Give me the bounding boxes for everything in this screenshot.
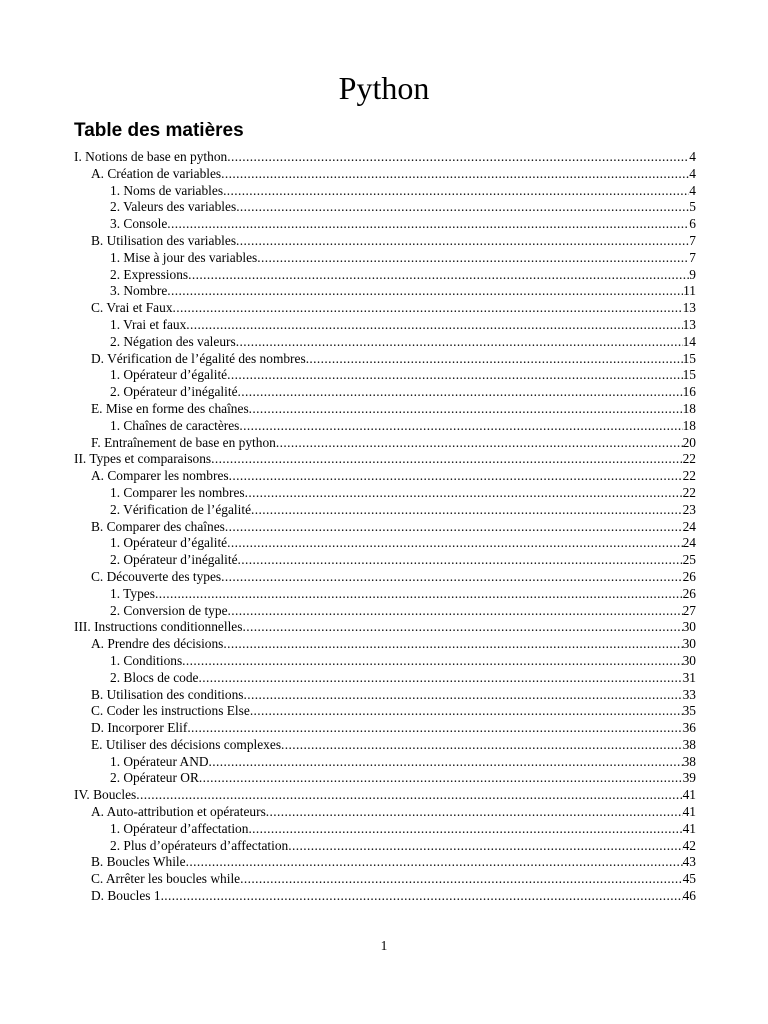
toc-entry-label: 1. Types: [110, 585, 155, 601]
toc-entry-label: D. Vérification de l’égalité des nombres: [91, 350, 306, 366]
toc-entry[interactable]: [74, 199, 696, 216]
toc-entry-page: 22: [682, 484, 696, 500]
toc-entry-page: 38: [682, 736, 696, 752]
toc-entry-page: 4: [689, 165, 696, 181]
toc-entry[interactable]: [74, 166, 696, 183]
toc-entry-label: 1. Opérateur d’égalité: [110, 535, 228, 551]
toc-entry[interactable]: [74, 552, 696, 569]
toc-entry-label: B. Utilisation des variables: [91, 232, 237, 248]
toc-entry-label: E. Utiliser des décisions complexes: [91, 736, 282, 752]
toc-entry-label: F. Entraînement de base en python: [91, 434, 276, 450]
toc-entry[interactable]: [74, 250, 696, 267]
page-number: 1: [380, 938, 388, 953]
toc-entry-page: 38: [682, 753, 696, 769]
toc-entry-label: B. Boucles While: [91, 854, 186, 870]
toc-entry-label: E. Mise en forme des chaînes: [91, 400, 249, 416]
toc-entry[interactable]: [74, 603, 696, 620]
toc-dot-leader: [306, 351, 683, 368]
toc-entry-label: 2. Négation des valeurs: [110, 333, 236, 349]
toc-entry[interactable]: [74, 770, 696, 787]
toc-dot-leader: [136, 787, 682, 804]
toc-entry-label: D. Incorporer Elif: [91, 720, 188, 736]
toc-entry-page: 25: [682, 552, 696, 568]
toc-entry[interactable]: [74, 804, 696, 821]
toc-entry[interactable]: [74, 619, 696, 636]
toc-entry-label: A. Création de variables: [91, 165, 222, 181]
toc-entry[interactable]: [74, 233, 696, 250]
toc-entry[interactable]: [74, 519, 696, 536]
toc-entry[interactable]: [74, 586, 696, 603]
toc-entry[interactable]: [74, 283, 696, 300]
toc-entry-label: B. Utilisation des conditions: [91, 686, 244, 702]
toc-entry-label: 2. Conversion de type: [110, 602, 228, 618]
toc-dot-leader: [238, 384, 683, 401]
toc-dot-leader: [248, 821, 682, 838]
toc-dot-leader: [187, 720, 682, 737]
toc-dot-leader: [250, 703, 683, 720]
toc-entry-page: 42: [682, 837, 696, 853]
toc-entry-page: 23: [682, 501, 696, 517]
toc-entry[interactable]: [74, 351, 696, 368]
toc-entry[interactable]: [74, 569, 696, 586]
toc-dot-leader: [240, 871, 682, 888]
toc-dot-leader: [225, 519, 683, 536]
toc-entry-label: 1. Vrai et faux: [110, 316, 187, 332]
toc-dot-leader: [199, 770, 683, 787]
toc-dot-leader: [209, 754, 683, 771]
toc-entry-page: 30: [682, 636, 696, 652]
document-title: Python: [338, 70, 430, 106]
toc-entry-page: 45: [682, 871, 696, 887]
toc-entry[interactable]: [74, 703, 696, 720]
toc-entry-label: 1. Opérateur d’affectation: [110, 820, 249, 836]
toc-entry[interactable]: [74, 435, 696, 452]
toc-entry-label: 2. Expressions: [110, 266, 189, 282]
toc-entry-page: 43: [682, 854, 696, 870]
toc-entry-page: 13: [682, 300, 696, 316]
toc-entry-page: 18: [682, 400, 696, 416]
toc-entry[interactable]: [74, 787, 696, 804]
toc-entry[interactable]: [74, 854, 696, 871]
toc-entry[interactable]: [74, 451, 696, 468]
toc-entry-page: 13: [682, 316, 696, 332]
toc-entry-label: I. Notions de base en python: [74, 149, 228, 164]
toc-entry-page: 22: [682, 451, 696, 467]
toc-entry-label: 1. Mise à jour des variables: [110, 249, 258, 265]
toc-entry-label: A. Auto-attribution et opérateurs: [91, 804, 266, 820]
toc-entry-label: 3. Nombre: [110, 283, 168, 299]
toc-dot-leader: [245, 485, 683, 502]
toc-dot-leader: [238, 552, 683, 569]
toc-entry-label: 1. Comparer les nombres: [110, 484, 245, 500]
toc-dot-leader: [167, 283, 683, 300]
toc-dot-leader: [199, 670, 683, 687]
toc-entry-label: 2. Opérateur d’inégalité: [110, 552, 238, 568]
toc-entry[interactable]: [74, 535, 696, 552]
toc-entry-page: 4: [689, 182, 696, 198]
toc-dot-leader: [242, 619, 682, 636]
toc-entry-label: C. Vrai et Faux: [91, 300, 173, 316]
toc-entry[interactable]: [74, 687, 696, 704]
toc-dot-leader: [182, 653, 682, 670]
toc-entry-page: 27: [682, 602, 696, 618]
toc-entry-page: 30: [682, 619, 696, 635]
toc-dot-leader: [221, 569, 682, 586]
toc-entry-page: 30: [682, 652, 696, 668]
toc-entry-label: 1. Conditions: [110, 652, 183, 668]
toc-dot-leader: [239, 418, 682, 435]
toc-entry-page: 9: [689, 266, 696, 282]
toc-dot-leader: [236, 199, 689, 216]
toc-dot-leader: [266, 804, 683, 821]
toc-entry[interactable]: [74, 401, 696, 418]
toc-entry-page: 24: [682, 518, 696, 534]
toc-entry-page: 11: [683, 283, 696, 299]
toc-entry[interactable]: [74, 871, 696, 888]
toc-dot-leader: [186, 854, 683, 871]
toc-dot-leader: [186, 317, 682, 334]
toc-entry-page: 4: [689, 149, 696, 164]
toc-entry-page: 46: [682, 888, 696, 904]
toc-entry-page: 16: [682, 384, 696, 400]
toc-entry-page: 6: [689, 216, 696, 232]
toc-dot-leader: [155, 586, 683, 603]
toc-dot-leader: [167, 216, 689, 233]
toc-entry-label: A. Prendre des décisions: [91, 636, 224, 652]
toc-dot-leader: [236, 233, 689, 250]
toc-entry-label: 1. Opérateur AND: [110, 753, 209, 769]
toc-entry-label: C. Découverte des types: [91, 568, 222, 584]
table-of-contents: [74, 149, 696, 905]
toc-dot-leader: [228, 603, 683, 620]
toc-entry[interactable]: [74, 720, 696, 737]
toc-entry-page: 36: [682, 720, 696, 736]
toc-dot-leader: [223, 636, 682, 653]
toc-entry[interactable]: [74, 670, 696, 687]
toc-entry[interactable]: [74, 183, 696, 200]
toc-entry-label: B. Comparer des chaînes: [91, 518, 225, 534]
toc-dot-leader: [211, 451, 682, 468]
toc-dot-leader: [188, 267, 689, 284]
toc-entry[interactable]: [74, 418, 696, 435]
toc-entry-page: 26: [682, 568, 696, 584]
toc-entry-label: D. Boucles 1: [91, 888, 161, 904]
toc-dot-leader: [173, 300, 683, 317]
toc-entry-page: 20: [682, 434, 696, 450]
toc-dot-leader: [257, 250, 689, 267]
toc-entry-page: 33: [682, 686, 696, 702]
toc-entry-page: 18: [682, 417, 696, 433]
toc-entry-page: 39: [682, 770, 696, 786]
toc-entry-page: 5: [689, 199, 696, 215]
toc-entry[interactable]: [74, 502, 696, 519]
toc-entry-page: 41: [682, 820, 696, 836]
toc-entry-label: 1. Chaînes de caractères: [110, 417, 240, 433]
toc-entry-page: 41: [682, 804, 696, 820]
toc-entry[interactable]: [74, 653, 696, 670]
toc-entry[interactable]: [74, 367, 696, 384]
toc-entry-label: 2. Vérification de l’égalité: [110, 501, 252, 517]
toc-dot-leader: [276, 435, 683, 452]
toc-entry-page: 31: [682, 669, 696, 685]
toc-entry-label: 2. Plus d’opérateurs d’affectation: [110, 837, 289, 853]
toc-entry[interactable]: [74, 334, 696, 351]
toc-dot-leader: [227, 535, 683, 552]
toc-entry[interactable]: [74, 384, 696, 401]
toc-entry-page: 15: [682, 350, 696, 366]
toc-entry-page: 14: [682, 333, 696, 349]
toc-dot-leader: [229, 468, 683, 485]
toc-dot-leader: [249, 401, 683, 418]
toc-dot-leader: [227, 367, 683, 384]
toc-entry-page: 22: [682, 468, 696, 484]
toc-entry-label: 2. Opérateur OR: [110, 770, 199, 786]
toc-entry-label: 2. Opérateur d’inégalité: [110, 384, 238, 400]
toc-dot-leader: [251, 502, 683, 519]
toc-entry-page: 15: [682, 367, 696, 383]
toc-entry[interactable]: [74, 888, 696, 905]
toc-entry-label: C. Arrêter les boucles while: [91, 871, 241, 887]
toc-entry-label: 3. Console: [110, 216, 168, 232]
toc-entry[interactable]: [74, 821, 696, 838]
toc-dot-leader: [223, 183, 689, 200]
toc-entry[interactable]: [74, 838, 696, 855]
toc-entry[interactable]: [74, 317, 696, 334]
toc-entry[interactable]: [74, 636, 696, 653]
toc-entry[interactable]: [74, 737, 696, 754]
toc-entry-page: 24: [682, 535, 696, 551]
toc-entry-label: A. Comparer les nombres: [91, 468, 229, 484]
toc-entry-page: 7: [689, 232, 696, 248]
toc-dot-leader: [244, 687, 683, 704]
toc-entry[interactable]: [74, 267, 696, 284]
toc-entry[interactable]: [74, 216, 696, 233]
toc-dot-leader: [288, 838, 682, 855]
toc-entry-page: 41: [682, 787, 696, 803]
toc-entry-page: 26: [682, 585, 696, 601]
toc-dot-leader: [281, 737, 683, 754]
toc-entry-label: 1. Opérateur d’égalité: [110, 367, 228, 383]
toc-entry-label: 2. Valeurs des variables: [110, 199, 237, 215]
toc-entry-page: 35: [682, 703, 696, 719]
toc-entry-label: 1. Noms de variables: [110, 182, 224, 198]
toc-entry-label: C. Coder les instructions Else: [91, 703, 250, 719]
toc-entry-label: II. Types et comparaisons: [74, 451, 212, 467]
toc-entry[interactable]: [74, 149, 696, 166]
toc-entry-label: IV. Boucles: [74, 787, 137, 803]
toc-entry-label: 2. Blocs de code: [110, 669, 199, 685]
toc-dot-leader: [236, 334, 683, 351]
toc-entry[interactable]: [74, 754, 696, 771]
toc-entry-label: III. Instructions conditionnelles: [74, 619, 243, 635]
toc-entry[interactable]: [74, 300, 696, 317]
toc-entry[interactable]: [74, 468, 696, 485]
toc-entry[interactable]: [74, 485, 696, 502]
toc-dot-leader: [227, 149, 689, 166]
toc-entry-page: 7: [689, 249, 696, 265]
toc-heading: Table des matières: [74, 120, 244, 141]
toc-dot-leader: [221, 166, 689, 183]
toc-dot-leader: [161, 888, 683, 905]
